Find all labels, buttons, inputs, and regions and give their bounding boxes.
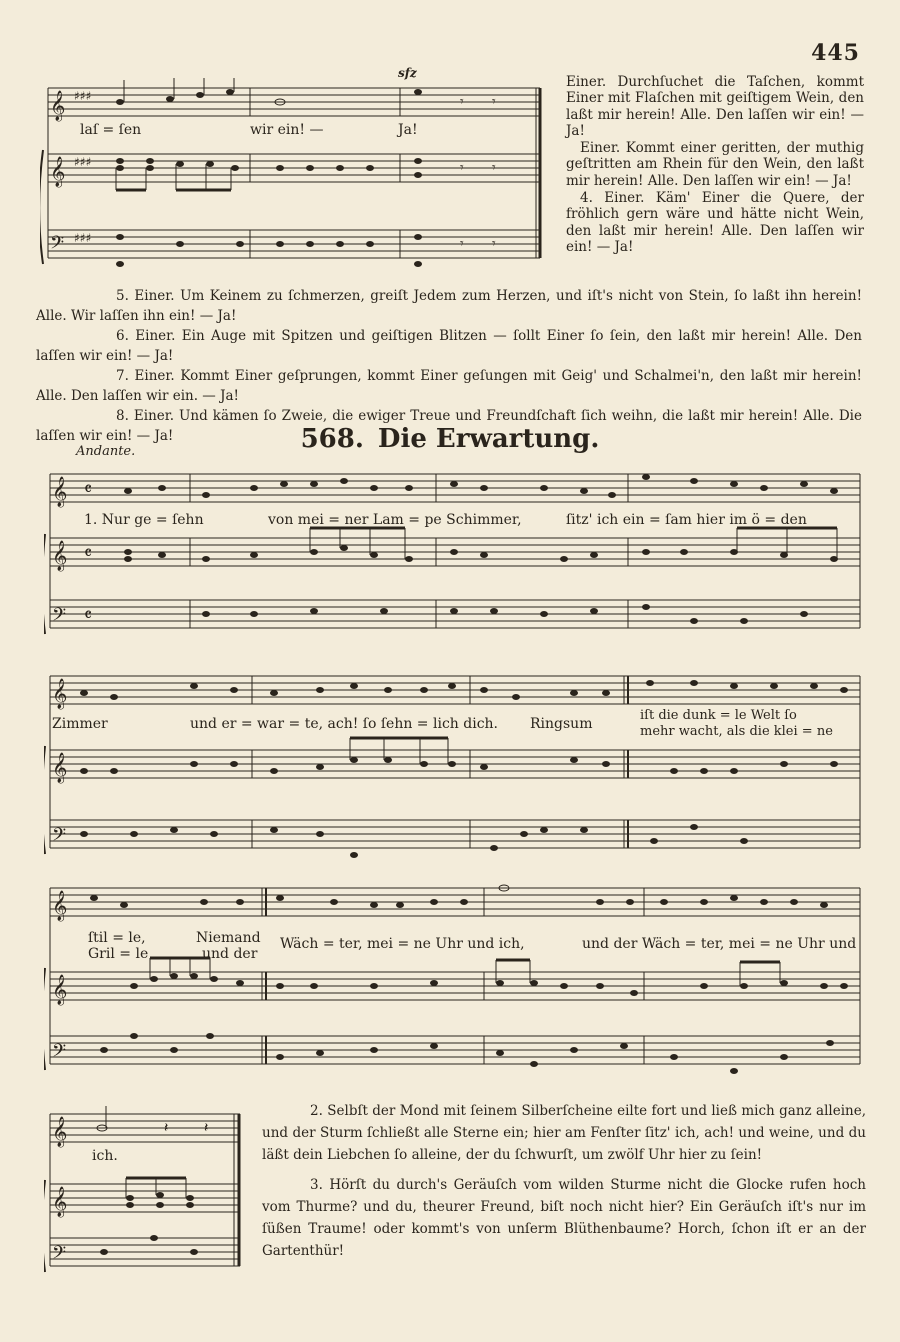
notes — [80, 680, 848, 858]
page-number: 445 — [811, 40, 860, 66]
lyric-line-2-alt-b: mehr wacht, als die klei = ne — [640, 724, 833, 739]
svg-text:𝄾: 𝄾 — [460, 94, 464, 110]
verses-5-8 — [36, 286, 862, 446]
bass-clef-icon: 𝄢 — [52, 605, 67, 630]
dynamic-mark: sfz — [398, 66, 417, 80]
svg-text:𝄽: 𝄽 — [164, 1120, 169, 1136]
lyric-line-2a: Zimmer — [52, 716, 108, 732]
lyric-line-1b: von mei = ner Lam = pe Schimmer, — [268, 512, 522, 528]
side-verse: 4. Einer. Käm' Einer die Quere, der fröhlich gern wäre und hätte nicht Wein, den laßt mir herein! Alle. Den laſſen wir ein! — Ja! — [566, 190, 864, 255]
treble-clef-icon: 𝄞 — [52, 753, 68, 783]
svg-text:♯♯♯: ♯♯♯ — [74, 231, 92, 245]
lyric-line-1a: 1. Nur ge = ſehn — [84, 512, 204, 528]
song-title: Die Erwartung. — [377, 424, 600, 454]
lyric-line-2-alt-a: iſt die dunk = le Welt ſo — [640, 708, 797, 723]
svg-text:𝄾: 𝄾 — [492, 160, 496, 176]
svg-text:𝄽: 𝄽 — [204, 1120, 209, 1136]
song-verses-2-3 — [262, 1100, 866, 1270]
lyric-line-2c: Ringsum — [530, 716, 593, 732]
verse-2: 2. Selbſt der Mond mit ſeinem Silberſcheine eilte fort und ließ mich ganz alleine, und der Sturm ſchließt alle Sterne ein; hier am Fenſter ſitz' ich, ach! und weine, und du läßt dein Liebchen ſo alleine, der du ſchwurſt, um zwölf Uhr hier zu ſein! — [262, 1103, 866, 1163]
treble-clef-icon: 𝄞 — [52, 679, 68, 709]
treble-clef-icon: 𝄞 — [52, 1187, 68, 1217]
svg-text:♯♯♯: ♯♯♯ — [74, 155, 92, 169]
song-number: 568. — [300, 424, 364, 454]
score-system-3 — [44, 876, 864, 1086]
bass-clef-icon: 𝄢 — [52, 1041, 67, 1066]
score-top-previous-song — [40, 78, 550, 278]
svg-text:𝄾: 𝄾 — [492, 94, 496, 110]
lyric-line-3b-1: Gril = le — [88, 946, 149, 962]
score-system-2 — [44, 664, 864, 864]
common-time-icon: 𝄴 — [84, 543, 93, 564]
score-system-4 — [44, 1102, 244, 1282]
lyric-line-3c-2: und der Wäch = ter, mei = ne Uhr und — [582, 936, 857, 952]
treble-clef-icon: 𝄞 — [50, 91, 66, 121]
lyric-line-3a-2: Niemand — [196, 930, 261, 946]
side-verse: Einer. Kommt einer geritten, der muthig geſtritten am Rhein für den Wein, den laßt mir herein! Alle. Den laſſen wir ein! — Ja! — [566, 140, 864, 189]
lyric-line-3c-1: Wäch = ter, mei = ne Uhr und ich, — [280, 936, 525, 952]
svg-text:♯♯♯: ♯♯♯ — [74, 89, 92, 103]
common-time-icon: 𝄴 — [84, 479, 93, 500]
side-verses — [566, 74, 864, 256]
bass-clef-icon: 𝄢 — [52, 1243, 67, 1268]
treble-clef-icon: 𝄞 — [52, 477, 68, 507]
bass-clef-icon: 𝄢 — [52, 825, 67, 850]
notes — [124, 474, 838, 624]
common-time-icon: 𝄴 — [84, 605, 93, 626]
treble-clef-icon: 𝄞 — [52, 541, 68, 571]
lyric-line-3b-2: und der — [202, 946, 258, 962]
side-verse: Einer. Durchſuchet die Taſchen, kommt Einer mit Flaſchen mit geiſtigem Wein, den laßt mir herein! Alle. Den laſſen wir ein! — Ja! — [566, 74, 864, 139]
lyric-line-3a-1: ſtil = le, — [88, 930, 146, 946]
lyric-line-1c: ſitz' ich ein = ſam hier im ö = den — [566, 512, 807, 528]
tempo-marking: Andante. — [76, 444, 136, 459]
verse: 5. Einer. Um Keinem zu ſchmerzen, greiſt Jedem zum Herzen, und iſt's nicht von Stein, ſo laßt ihn herein! Alle. Wir laſſen ihn ein! — Ja! — [36, 288, 862, 324]
treble-clef-icon: 𝄞 — [52, 891, 68, 921]
treble-clef-icon: 𝄞 — [52, 1117, 68, 1147]
lyric-line-4: ich. — [92, 1148, 118, 1164]
verse-3: 3. Hörſt du durch's Geräuſch vom wilden Sturme nicht die Glocke rufen hoch vom Thurme? und du, theurer Freund, biſt noch nicht hier? Ein Geräuſch iſt's nur im ſüßen Traume! oder kommt's von unſerm Blüthenbaume? Horch, ſchon iſt er an der Gartenthür! — [262, 1177, 866, 1259]
staff-system-top — [40, 78, 550, 278]
score-system-1 — [44, 462, 864, 652]
verse: 6. Einer. Ein Auge mit Spitzen und geiſtigen Blitzen — ſollt Einer ſo ſein, den laßt mir herein! Alle. Den laſſen wir ein! — Ja! — [36, 328, 862, 364]
bass-clef-icon: 𝄢 — [50, 233, 65, 258]
svg-text:𝄾: 𝄾 — [492, 236, 496, 252]
lyric-top-2: wir ein! — — [250, 122, 324, 138]
treble-clef-icon: 𝄞 — [52, 975, 68, 1005]
verse: 8. Einer. Und kämen ſo Zweie, die ewiger Treue und Freundſchaft ſich weihn, die laßt mir herein! Alle. Die laſſen wir ein! — Ja! — [36, 408, 862, 444]
treble-clef-icon: 𝄞 — [50, 157, 66, 187]
svg-text:𝄾: 𝄾 — [460, 160, 464, 176]
lyric-top-1: laſ = ſen — [80, 122, 142, 138]
svg-text:𝄾: 𝄾 — [460, 236, 464, 252]
lyric-top-3: Ja! — [398, 122, 418, 138]
staff-bass — [48, 230, 540, 258]
verse: 7. Einer. Kommt Einer geſprungen, kommt Einer geſungen mit Geig' und Schalmei'n, den laßt mir herein! Alle. Den laſſen wir ein. — Ja! — [36, 368, 862, 404]
lyric-line-2b: und er = war = te, ach! ſo ſehn = lich dich. — [190, 716, 498, 732]
